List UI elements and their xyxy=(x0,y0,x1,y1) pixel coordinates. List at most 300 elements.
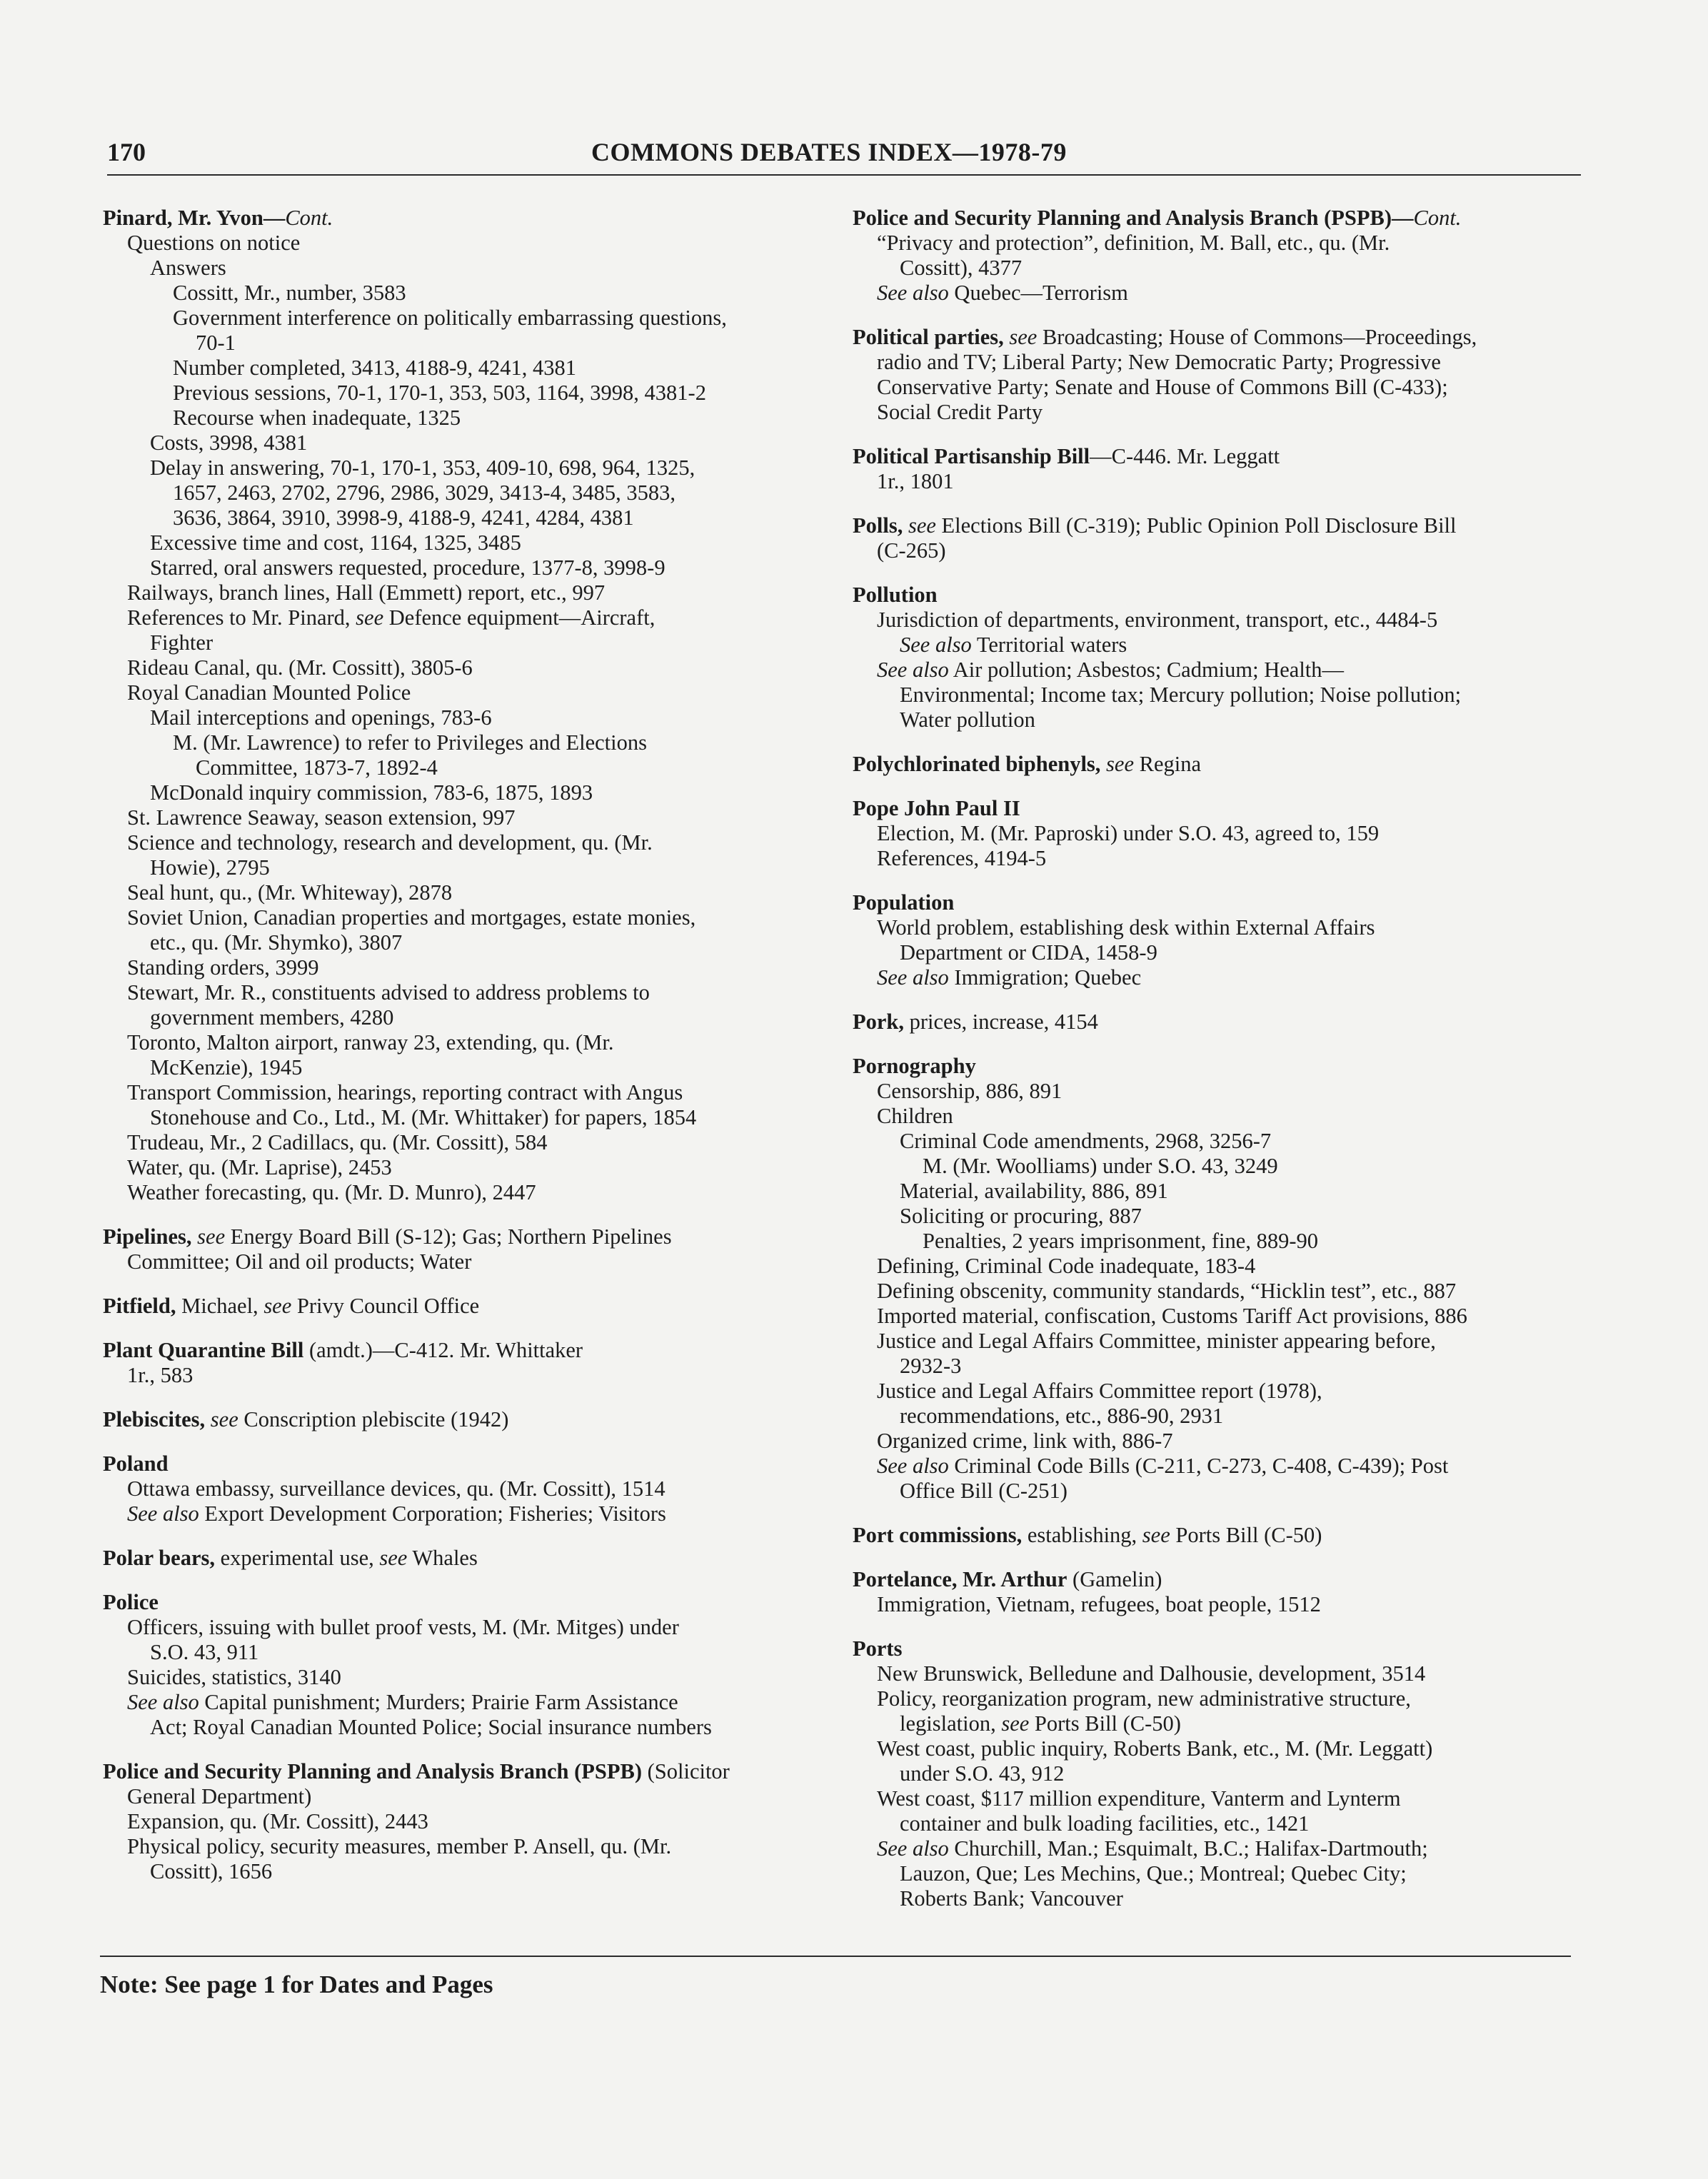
index-text-segment: Jurisdiction of departments, environment, transport, etc., 4484-5 xyxy=(877,608,1438,632)
index-text-segment: M. (Mr. Woolliams) under S.O. 43, 3249 xyxy=(923,1154,1278,1178)
index-subentry-line xyxy=(103,406,824,431)
index-subentry-line xyxy=(103,1105,824,1130)
index-text-segment: Population xyxy=(853,890,955,915)
entry-spacer xyxy=(853,494,1595,513)
index-text-segment: Police and Security Planning and Analysis Branch xyxy=(103,1759,569,1783)
index-subentry-line xyxy=(103,1130,824,1155)
index-subentry-line xyxy=(853,1279,1595,1304)
index-subentry-line xyxy=(103,805,824,830)
index-text-segment: Soliciting or procuring, 887 xyxy=(900,1204,1142,1228)
index-subentry-line xyxy=(853,683,1595,708)
entry-spacer xyxy=(853,990,1595,1010)
entry-spacer xyxy=(853,733,1595,752)
index-text-segment: radio and TV; Liberal Party; New Democratic Party; Progressive xyxy=(877,350,1441,374)
index-text-segment: Regina xyxy=(1134,752,1202,776)
index-subentry-line xyxy=(103,381,824,406)
index-subentry-line xyxy=(103,1249,824,1274)
index-heading-line xyxy=(853,796,1595,821)
index-text-segment: Polychlorinated biphenyls, xyxy=(853,752,1101,776)
index-text-segment: Export Development Corporation; Fisheries; Visitors xyxy=(199,1501,666,1526)
index-text-segment: Pipelines, xyxy=(103,1224,192,1249)
index-subentry-line xyxy=(103,331,824,356)
index-subentry-line xyxy=(103,880,824,905)
index-text-segment: Act; Royal Canadian Mounted Police; Social insurance numbers xyxy=(150,1715,712,1739)
index-heading-line xyxy=(853,752,1595,777)
index-subentry-line xyxy=(853,940,1595,965)
entry-spacer xyxy=(853,1617,1595,1636)
index-text-segment: Government interference on politically embarrassing questions, xyxy=(173,306,727,330)
footnote: Note: See page 1 for Dates and Pages xyxy=(100,1971,493,1998)
index-text-segment: Stewart, Mr. R., constituents advised to address problems to xyxy=(127,980,650,1005)
index-heading-line xyxy=(853,444,1595,469)
index-text-segment: see xyxy=(379,1546,408,1570)
index-subentry-line xyxy=(853,1836,1595,1861)
index-text-segment: 2932-3 xyxy=(900,1354,962,1378)
index-text-segment: Railways, branch lines, Hall (Emmett) report, etc., 997 xyxy=(127,580,606,605)
index-subentry-line xyxy=(853,915,1595,940)
index-text-segment: Fighter xyxy=(150,630,214,655)
index-text-segment xyxy=(205,1407,211,1431)
index-subentry-line xyxy=(853,1379,1595,1404)
index-subentry-line xyxy=(103,1030,824,1055)
index-text-segment: See also xyxy=(877,281,949,305)
index-text-segment: Pitfield, xyxy=(103,1294,176,1318)
index-text-segment: Ports Bill (C-50) xyxy=(1029,1711,1181,1736)
index-subentry-line xyxy=(103,1363,824,1388)
index-heading-line xyxy=(103,1338,824,1363)
index-text-segment: Polls, xyxy=(853,513,903,538)
index-subentry-line xyxy=(853,1254,1595,1279)
index-text-segment: —C-446. Mr. Leggatt xyxy=(1090,444,1280,468)
index-text-segment: (PSPB) xyxy=(568,1759,642,1783)
index-text-segment: Royal Canadian Mounted Police xyxy=(127,680,411,705)
index-text-segment: 1r., 1801 xyxy=(877,469,954,493)
index-text-segment: Pork, xyxy=(853,1010,905,1034)
page-number: 170 xyxy=(107,138,146,166)
index-subentry-line xyxy=(103,1809,824,1834)
index-subentry-line xyxy=(103,1784,824,1809)
index-text-segment: Ports xyxy=(853,1636,903,1661)
index-subentry-line xyxy=(103,830,824,855)
index-text-segment: 1r., 583 xyxy=(127,1363,194,1387)
index-text-segment: Cossitt), 1656 xyxy=(150,1859,273,1883)
entry-spacer xyxy=(103,1740,824,1759)
index-subentry-line xyxy=(853,658,1595,683)
index-subentry-line xyxy=(103,1690,824,1715)
index-text-segment: Committee, 1873-7, 1892-4 xyxy=(196,755,438,780)
index-heading-line xyxy=(103,1407,824,1432)
entry-spacer xyxy=(853,563,1595,583)
index-heading-line xyxy=(103,1590,824,1615)
index-subentry-line xyxy=(103,1665,824,1690)
index-text-segment: Material, availability, 886, 891 xyxy=(900,1179,1168,1203)
index-subentry-line xyxy=(103,705,824,730)
index-text-segment: S.O. 43, 911 xyxy=(150,1640,259,1664)
index-text-segment: Cont. xyxy=(285,206,333,230)
index-text-segment: Energy Board Bill (S-12); Gas; Northern Pipelines xyxy=(225,1224,672,1249)
index-text-segment: See also xyxy=(127,1690,199,1714)
index-text-segment: St. Lawrence Seaway, season extension, 997 xyxy=(127,805,516,830)
index-subentry-line xyxy=(103,655,824,680)
index-text-segment: Children xyxy=(877,1104,953,1128)
index-heading-line xyxy=(103,1759,824,1784)
index-text-segment: Port commissions, xyxy=(853,1523,1023,1547)
index-text-segment: Delay in answering, 70-1, 170-1, 353, 409-10, 698, 964, 1325, xyxy=(150,456,695,480)
index-subentry-line xyxy=(853,1204,1595,1229)
entry-spacer xyxy=(103,1571,824,1590)
index-text-segment: “Privacy and protection”, definition, M. Ball, etc., qu. (Mr. xyxy=(877,231,1390,255)
index-text-segment: Air pollution; Asbestos; Cadmium; Health— xyxy=(948,658,1345,682)
index-text-segment: experimental use, xyxy=(215,1546,380,1570)
index-text-segment: McKenzie), 1945 xyxy=(150,1055,303,1080)
index-subentry-line xyxy=(103,755,824,780)
index-subentry-line xyxy=(853,1179,1595,1204)
index-subentry-line xyxy=(103,1180,824,1205)
index-text-segment: legislation, xyxy=(900,1711,1002,1736)
index-subentry-line xyxy=(103,1640,824,1665)
index-subentry-line xyxy=(103,1005,824,1030)
index-text-segment: see xyxy=(908,513,936,538)
index-text-segment: Weather forecasting, qu. (Mr. D. Munro), 2447 xyxy=(127,1180,536,1204)
index-subentry-line xyxy=(103,231,824,256)
index-text-segment: Rideau Canal, qu. (Mr. Cossitt), 3805-6 xyxy=(127,655,473,680)
index-text-segment: Recourse when inadequate, 1325 xyxy=(173,406,461,430)
index-text-segment: Broadcasting; House of Commons—Proceedings, xyxy=(1037,325,1477,349)
index-subentry-line xyxy=(853,1811,1595,1836)
index-text-segment: 3636, 3864, 3910, 3998-9, 4188-9, 4241, 4284, 4381 xyxy=(173,505,634,530)
index-text-segment: Mail interceptions and openings, 783-6 xyxy=(150,705,492,730)
index-subentry-line xyxy=(853,1761,1595,1786)
entry-spacer xyxy=(103,1388,824,1407)
index-subentry-line xyxy=(853,1129,1595,1154)
index-subentry-line xyxy=(853,1711,1595,1736)
index-text-segment: Penalties, 2 years imprisonment, fine, 889-90 xyxy=(923,1229,1318,1253)
index-heading-line xyxy=(103,1451,824,1476)
index-heading-line xyxy=(853,1567,1595,1592)
running-head-title: COMMONS DEBATES INDEX—1978-79 xyxy=(591,138,1067,166)
index-subentry-line xyxy=(853,350,1595,375)
index-text-segment: Conservative Party; Senate and House of Commons Bill (C-433); xyxy=(877,375,1448,399)
index-text-segment: Previous sessions, 70-1, 170-1, 353, 503, 1164, 3998, 4381-2 xyxy=(173,381,706,405)
index-text-segment: See also xyxy=(900,633,972,657)
index-subentry-line xyxy=(103,505,824,530)
index-subentry-line xyxy=(103,530,824,555)
index-subentry-line xyxy=(853,1404,1595,1429)
index-text-segment: Polar bears, xyxy=(103,1546,215,1570)
index-text-segment: Policy, reorganization program, new administrative structure, xyxy=(877,1686,1411,1711)
index-subentry-line xyxy=(853,633,1595,658)
index-text-segment: (C-265) xyxy=(877,538,946,563)
index-subentry-line xyxy=(853,538,1595,563)
index-text-segment: Ports Bill (C-50) xyxy=(1170,1523,1322,1547)
index-text-segment: Environmental; Income tax; Mercury pollution; Noise pollution; xyxy=(900,683,1462,707)
index-subentry-line xyxy=(853,821,1595,846)
index-subentry-line xyxy=(853,1154,1595,1179)
index-subentry-line xyxy=(853,1886,1595,1911)
index-heading-line xyxy=(853,583,1595,608)
index-text-segment: 1657, 2463, 2702, 2796, 2986, 3029, 3413-4, 3485, 3583, xyxy=(173,480,676,505)
index-text-segment: Transport Commission, hearings, reporting contract with Angus xyxy=(127,1080,683,1104)
index-text-segment: See also xyxy=(877,1836,949,1861)
index-heading-line xyxy=(853,1010,1595,1035)
index-heading-line xyxy=(103,1224,824,1249)
index-text-segment: Justice and Legal Affairs Committee report (1978), xyxy=(877,1379,1322,1403)
index-text-segment: Political Partisanship Bill xyxy=(853,444,1090,468)
index-text-segment: Expansion, qu. (Mr. Cossitt), 2443 xyxy=(127,1809,428,1833)
index-subentry-line xyxy=(103,955,824,980)
index-text-segment: prices, increase, 4154 xyxy=(904,1010,1098,1034)
index-text-segment: References to Mr. Pinard, xyxy=(127,605,356,630)
header-rule xyxy=(107,174,1581,176)
index-text-segment: see xyxy=(1001,1711,1030,1736)
index-text-segment: Toronto, Malton airport, ranway 23, extending, qu. (Mr. xyxy=(127,1030,614,1055)
index-column-left xyxy=(103,206,824,1884)
index-text-segment: Imported material, confiscation, Customs Tariff Act provisions, 886 xyxy=(877,1304,1467,1328)
index-text-segment: (Gamelin) xyxy=(1067,1567,1162,1591)
index-subentry-line xyxy=(853,375,1595,400)
index-subentry-line xyxy=(853,846,1595,871)
index-subentry-line xyxy=(853,1104,1595,1129)
index-text-segment: Territorial waters xyxy=(971,633,1127,657)
index-text-segment: See also xyxy=(877,1454,949,1478)
index-heading-line xyxy=(103,1546,824,1571)
index-text-segment: Lauzon, Que; Les Mechins, Que.; Montreal; Quebec City; xyxy=(900,1861,1407,1886)
index-text-segment: Science and technology, research and development, qu. (Mr. xyxy=(127,830,653,855)
index-text-segment: West coast, $117 million expenditure, Vanterm and Lynterm xyxy=(877,1786,1401,1811)
index-text-segment: Suicides, statistics, 3140 xyxy=(127,1665,341,1689)
index-text-segment: container and bulk loading facilities, etc., 1421 xyxy=(900,1811,1310,1836)
index-text-segment: Trudeau, Mr., 2 Cadillacs, qu. (Mr. Cossitt), 584 xyxy=(127,1130,548,1154)
index-text-segment: Physical policy, security measures, member P. Ansell, qu. (Mr. xyxy=(127,1834,672,1858)
index-subentry-line xyxy=(853,1429,1595,1454)
index-subentry-line xyxy=(103,480,824,505)
index-subentry-line xyxy=(853,256,1595,281)
index-text-segment: Soviet Union, Canadian properties and mortgages, estate monies, xyxy=(127,905,696,930)
index-text-segment: Defence equipment—Aircraft, xyxy=(383,605,655,630)
index-subentry-line xyxy=(103,431,824,456)
index-text-segment: etc., qu. (Mr. Shymko), 3807 xyxy=(150,930,403,955)
index-text-segment xyxy=(903,513,908,538)
index-text-segment: Answers xyxy=(150,256,226,280)
index-text-segment: West coast, public inquiry, Roberts Bank, etc., M. (Mr. Leggatt) xyxy=(877,1736,1433,1761)
index-text-segment: Water pollution xyxy=(900,708,1035,732)
index-text-segment: see xyxy=(263,1294,292,1318)
index-text-segment: Department or CIDA, 1458-9 xyxy=(900,940,1157,965)
index-text-segment: Roberts Bank; Vancouver xyxy=(900,1886,1123,1911)
entry-spacer xyxy=(103,1319,824,1338)
index-text-segment: Cossitt, Mr., number, 3583 xyxy=(173,281,406,305)
index-subentry-line xyxy=(853,469,1595,494)
index-text-segment: Excessive time and cost, 1164, 1325, 3485 xyxy=(150,530,521,555)
index-subentry-line xyxy=(103,680,824,705)
index-subentry-line xyxy=(853,1479,1595,1504)
footer-rule xyxy=(100,1956,1571,1957)
index-text-segment: M. (Mr. Lawrence) to refer to Privileges and Elections xyxy=(173,730,648,755)
index-text-segment: establishing, xyxy=(1022,1523,1142,1547)
index-text-segment: Defining, Criminal Code inadequate, 183-4 xyxy=(877,1254,1256,1278)
index-subentry-line xyxy=(103,980,824,1005)
index-heading-line xyxy=(103,206,824,231)
index-heading-line xyxy=(853,513,1595,538)
index-subentry-line xyxy=(853,1354,1595,1379)
index-subentry-line xyxy=(103,456,824,480)
index-subentry-line xyxy=(103,356,824,381)
index-subentry-line xyxy=(103,306,824,331)
index-text-segment: Election, M. (Mr. Paproski) under S.O. 43, agreed to, 159 xyxy=(877,821,1380,845)
index-text-segment: Stonehouse and Co., Ltd., M. (Mr. Whittaker) for papers, 1854 xyxy=(150,1105,697,1129)
index-text-segment: Committee; Oil and oil products; Water xyxy=(127,1249,472,1274)
index-subentry-line xyxy=(853,608,1595,633)
index-text-segment: see xyxy=(356,605,384,630)
index-text-segment: New Brunswick, Belledune and Dalhousie, development, 3514 xyxy=(877,1661,1426,1686)
index-subentry-line xyxy=(103,1834,824,1859)
index-text-segment: see xyxy=(1106,752,1134,776)
index-subentry-line xyxy=(853,1454,1595,1479)
index-subentry-line xyxy=(103,580,824,605)
index-text-segment: under S.O. 43, 912 xyxy=(900,1761,1065,1786)
index-text-segment: General Department) xyxy=(127,1784,312,1808)
index-text-segment: Cont. xyxy=(1413,206,1462,230)
index-text-segment: Seal hunt, qu., (Mr. Whiteway), 2878 xyxy=(127,880,453,905)
index-text-segment: — xyxy=(1391,206,1414,230)
index-text-segment: 70-1 xyxy=(196,331,236,355)
entry-spacer xyxy=(853,1035,1595,1054)
index-subentry-line xyxy=(103,1055,824,1080)
index-text-segment: Ottawa embassy, surveillance devices, qu. (Mr. Cossitt), 1514 xyxy=(127,1476,665,1501)
index-text-segment: see xyxy=(1142,1523,1170,1547)
index-subentry-line xyxy=(853,1304,1595,1329)
index-text-segment: Political parties, xyxy=(853,325,1004,349)
index-subentry-line xyxy=(103,1080,824,1105)
index-text-segment: Pollution xyxy=(853,583,938,607)
index-text-segment: government members, 4280 xyxy=(150,1005,394,1030)
index-text-segment: Churchill, Man.; Esquimalt, B.C.; Halifax-Dartmouth; xyxy=(948,1836,1428,1861)
entry-spacer xyxy=(853,871,1595,890)
index-text-segment: Criminal Code amendments, 2968, 3256-7 xyxy=(900,1129,1272,1153)
index-text-segment: Defining obscenity, community standards, “Hicklin test”, etc., 887 xyxy=(877,1279,1457,1303)
index-subentry-line xyxy=(853,1329,1595,1354)
index-text-segment: Censorship, 886, 891 xyxy=(877,1079,1063,1103)
index-subentry-line xyxy=(103,1615,824,1640)
index-text-segment: McDonald inquiry commission, 783-6, 1875, 1893 xyxy=(150,780,593,805)
index-text-segment: see xyxy=(1009,325,1038,349)
index-heading-line xyxy=(853,325,1595,350)
index-subentry-line xyxy=(853,1229,1595,1254)
index-column-right xyxy=(853,206,1595,1911)
index-text-segment: Immigration, Vietnam, refugees, boat people, 1512 xyxy=(877,1592,1321,1616)
entry-spacer xyxy=(853,306,1595,325)
index-subentry-line xyxy=(103,1859,824,1884)
index-text-segment: Number completed, 3413, 4188-9, 4241, 4381 xyxy=(173,356,577,380)
index-text-segment: Officers, issuing with bullet proof vests, M. (Mr. Mitges) under xyxy=(127,1615,679,1639)
entry-spacer xyxy=(103,1205,824,1224)
index-text-segment: Pinard, Mr. Yvon xyxy=(103,206,263,230)
index-subentry-line xyxy=(853,281,1595,306)
index-subentry-line xyxy=(103,905,824,930)
index-subentry-line xyxy=(853,400,1595,425)
entry-spacer xyxy=(103,1526,824,1546)
index-text-segment xyxy=(1100,752,1106,776)
index-text-segment: Howie), 2795 xyxy=(150,855,270,880)
index-subentry-line xyxy=(853,1079,1595,1104)
index-subentry-line xyxy=(853,231,1595,256)
index-subentry-line xyxy=(103,780,824,805)
index-text-segment: Quebec—Terrorism xyxy=(948,281,1128,305)
index-subentry-line xyxy=(853,1661,1595,1686)
index-text-segment: Social Credit Party xyxy=(877,400,1043,424)
index-subentry-line xyxy=(853,965,1595,990)
index-text-segment: Privy Council Office xyxy=(291,1294,480,1318)
entry-spacer xyxy=(853,777,1595,796)
index-text-segment: Criminal Code Bills (C-211, C-273, C-408, C-439); Post xyxy=(948,1454,1449,1478)
index-text-segment: recommendations, etc., 886-90, 2931 xyxy=(900,1404,1224,1428)
index-text-segment: World problem, establishing desk within External Affairs xyxy=(877,915,1375,940)
index-subentry-line xyxy=(853,1592,1595,1617)
index-heading-line xyxy=(853,1054,1595,1079)
index-text-segment: Plebiscites, xyxy=(103,1407,206,1431)
index-heading-line xyxy=(853,890,1595,915)
index-text-segment: Pornography xyxy=(853,1054,976,1078)
index-text-segment: (Solicitor xyxy=(642,1759,730,1783)
entry-spacer xyxy=(853,1548,1595,1567)
index-text-segment: see xyxy=(197,1224,226,1249)
index-text-segment: Questions on notice xyxy=(127,231,301,255)
index-subentry-line xyxy=(103,605,824,630)
index-text-segment: Pope John Paul II xyxy=(853,796,1020,820)
index-subentry-line xyxy=(103,1715,824,1740)
index-text-segment: Standing orders, 3999 xyxy=(127,955,319,980)
index-text-segment: Immigration; Quebec xyxy=(948,965,1142,990)
index-text-segment: See also xyxy=(877,658,949,682)
index-text-segment: Portelance, Mr. Arthur xyxy=(853,1567,1068,1591)
entry-spacer xyxy=(853,425,1595,444)
index-text-segment: Police xyxy=(103,1590,159,1614)
index-text-segment: Conscription plebiscite (1942) xyxy=(238,1407,509,1431)
index-heading-line xyxy=(103,1294,824,1319)
index-text-segment: Poland xyxy=(103,1451,169,1476)
index-subentry-line xyxy=(103,1155,824,1180)
index-subentry-line xyxy=(103,256,824,281)
index-text-segment: References, 4194-5 xyxy=(877,846,1047,870)
index-text-segment: Whales xyxy=(407,1546,478,1570)
index-subentry-line xyxy=(853,1861,1595,1886)
index-text-segment: Elections Bill (C-319); Public Opinion Poll Disclosure Bill xyxy=(935,513,1457,538)
index-subentry-line xyxy=(103,930,824,955)
entry-spacer xyxy=(103,1432,824,1451)
index-heading-line xyxy=(853,1523,1595,1548)
index-subentry-line xyxy=(853,1686,1595,1711)
index-subentry-line xyxy=(853,708,1595,733)
index-text-segment: — xyxy=(263,206,286,230)
entry-spacer xyxy=(103,1274,824,1294)
index-heading-line xyxy=(853,206,1595,231)
index-text-segment: Office Bill (C-251) xyxy=(900,1479,1068,1503)
index-text-segment: Police and Security Planning and Analysis Branch (PSPB) xyxy=(853,206,1392,230)
index-text-segment: Costs, 3998, 4381 xyxy=(150,431,308,455)
index-heading-line xyxy=(853,1636,1595,1661)
index-text-segment: Plant Quarantine Bill xyxy=(103,1338,304,1362)
index-text-segment: (amdt.)—C-412. Mr. Whittaker xyxy=(303,1338,583,1362)
index-subentry-line xyxy=(103,1476,824,1501)
index-subentry-line xyxy=(103,855,824,880)
index-text-segment: See also xyxy=(127,1501,199,1526)
index-subentry-line xyxy=(853,1736,1595,1761)
index-text-segment: See also xyxy=(877,965,949,990)
index-text-segment: Michael, xyxy=(176,1294,264,1318)
entry-spacer xyxy=(853,1504,1595,1523)
index-subentry-line xyxy=(103,730,824,755)
index-subentry-line xyxy=(103,555,824,580)
